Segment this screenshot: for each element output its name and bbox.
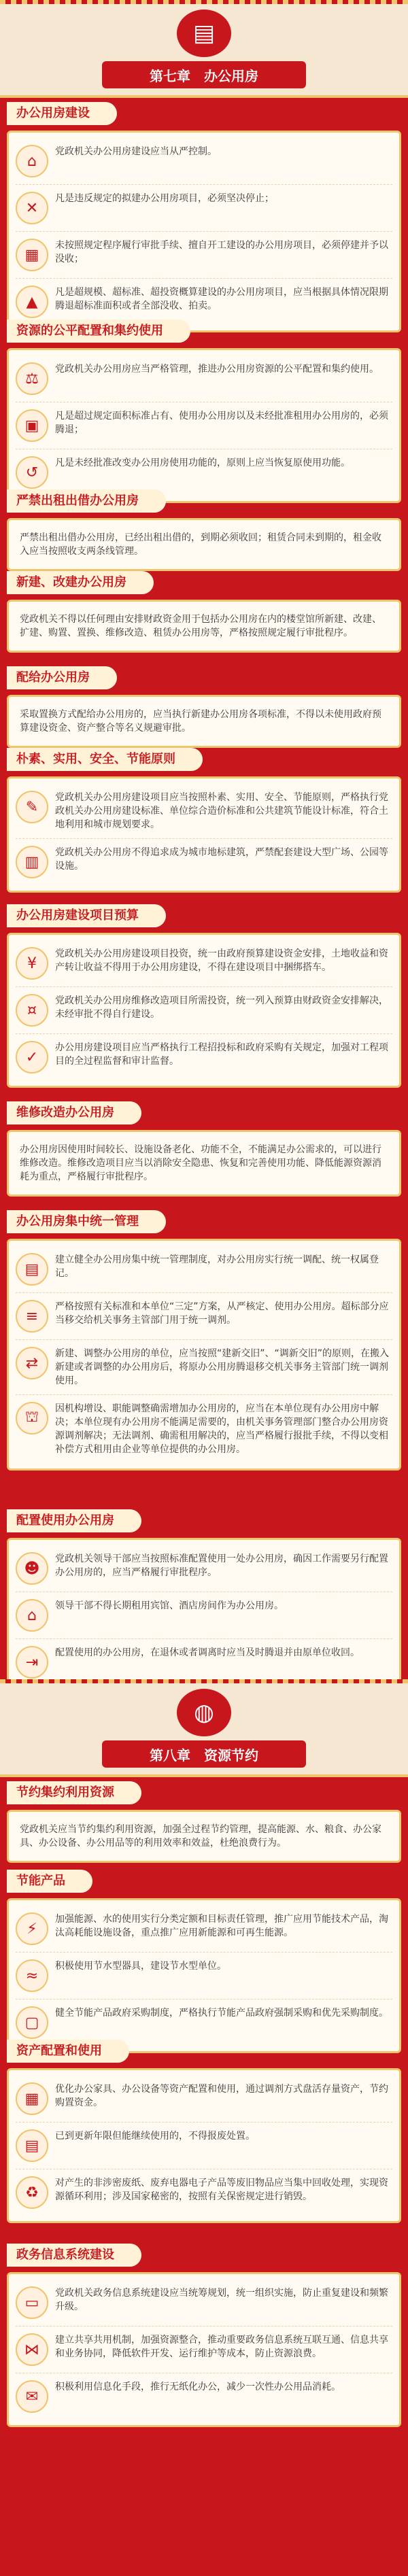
area-icon: ▣ (16, 409, 48, 442)
change-icon: ↺ (16, 456, 48, 489)
list-item (16, 1340, 392, 1395)
section-assets (7, 2040, 401, 2223)
item-text: 积极利用信息化手段，推行无纸化办公，减少一次性办公用品消耗。 (55, 2382, 341, 2392)
item-text: 党政机关领导干部应当按照标准配置使用一处办公用房，确因工作需要另行配置办公用房的，应当严格履行审批程序。 (55, 1553, 388, 1578)
chapter8-header (0, 1679, 408, 1777)
list-item (16, 1999, 392, 2046)
section-panel (7, 2068, 401, 2223)
fund-icon: ¤ (16, 994, 48, 1027)
exceed-icon: ▲ (16, 286, 48, 318)
section-panel (7, 933, 401, 1088)
item-text: 凡是未经批准改变办公用房使用功能的，原则上应当恢复原使用功能。 (55, 458, 350, 468)
city-icon: ▥ (16, 846, 48, 878)
list-item (16, 185, 392, 232)
water-icon: ≈ (16, 1959, 48, 1992)
budget-icon: ¥ (16, 947, 48, 980)
calendar-icon: ▤ (16, 2129, 48, 2162)
section-maintenance (7, 1101, 401, 1197)
section-title: 配给办公用房 (7, 666, 117, 689)
section-title: 办公用房建设 (7, 102, 117, 125)
section-panel (7, 695, 401, 748)
section-panel (7, 600, 401, 653)
item-text: 建立共享共用机制，加强资源整合，推动重要政务信息系统互联互通、信息共享和业务协同，降低软件开发、运行维护等成本，防止资源浪费。 (55, 2335, 388, 2359)
item-text: 凡是超规模、超标准、超投资概算建设的办公用房项目，应当根据具体情况限期腾退超标准面积或者全部没收、拍卖。 (55, 287, 388, 311)
retire-icon: ⇥ (16, 1646, 48, 1679)
section-new-build (7, 571, 401, 653)
section-budget (7, 904, 401, 1088)
item-text: 党政机关办公用房建设应当从严控制。 (55, 146, 217, 157)
item-text: 党政机关办公用房不得追求成为城市地标建筑，严禁配套建设大型广场、公园等设施。 (55, 847, 388, 872)
computer-icon: ▭ (16, 2286, 48, 2319)
section-title: 资产配置和使用 (7, 2040, 129, 2063)
section-title: 办公用房集中统一管理 (7, 1210, 166, 1233)
section-title: 办公用房建设项目预算 (7, 904, 166, 927)
item-text: 党政机关办公用房应当严格管理，推进办公用房资源的公平配置和集约使用。 (55, 364, 379, 375)
manage-icon: ▤ (16, 1253, 48, 1286)
list-item (16, 2123, 392, 2169)
chapter7-title: 第七章 办公用房 (102, 61, 306, 88)
list-item (16, 279, 392, 325)
footer-band (0, 2562, 408, 2576)
network-icon: ⋈ (16, 2333, 48, 2366)
item-text: 凡是超过规定面积标准占有、使用办公用房以及未经批准租用办公用房的，必须腾退； (55, 411, 388, 435)
energy-icon: ⚡ (16, 1912, 48, 1945)
section-title: 政务信息系统建设 (7, 2244, 141, 2267)
chapter8-title: 第八章 资源节约 (102, 1740, 306, 1768)
list-item (16, 1034, 392, 1080)
item-text: 党政机关办公用房建设项目投资，统一由政府预算建设资金安排，土地收益和资产转让收益不得用于办公用房建设，不得在建设项目中捆绑搭车。 (55, 948, 388, 973)
item-text: 配置使用的办公用房，在退休或者调离时应当及时腾退并由原单位收回。 (55, 1647, 360, 1658)
section-allocation (7, 320, 401, 503)
section-panel (7, 131, 401, 332)
list-item (16, 1395, 392, 1463)
chapter-decoration (0, 0, 408, 4)
item-text: 优化办公家具、办公设备等资产配置和使用，通过调剂方式盘活存量资产，节约购置资金。 (55, 2084, 388, 2108)
item-text: 严格按照有关标准和本单位“三定”方案，从严核定、使用办公用房。超标部分应当移交给机关事务主管部门用于统一调剂。 (55, 1301, 389, 1326)
item-text: 党政机关办公用房维修改造项目所需投资，统一列入预算由财政资金安排解决，未经审批不得自行建设。 (55, 995, 388, 1020)
item-text: 党政机关政务信息系统建设应当统筹规划，统一组织实施，防止重复建设和频繁升级。 (55, 2288, 388, 2312)
item-text: 党政机关办公用房建设项目应当按照朴素、实用、安全、节能原则，严格执行党政机关办公用房建设标准、单位综合造价标准和公共建筑节能设计标准，符合土地利用和城市规划要求。 (55, 792, 388, 830)
section-panel (7, 776, 401, 893)
item-text: 加强能源、水的使用实行分类定额和目标责任管理，推广应用节能技术产品，淘汰高耗能设施设备，重点推广应用新能源和可再生能源。 (55, 1914, 388, 1938)
item-text: 未按照规定程序履行审批手续、擅自开工建设的办公用房项目，必须停建并予以没收； (55, 240, 388, 264)
section-title: 维修改造办公用房 (7, 1101, 141, 1124)
list-item (16, 356, 392, 402)
item-text: 新建、调整办公用房的单位，应当按照“建新交旧”、“调新交旧”的原则，在搬入新建或者调整的办公用房后，将原办公用房腾退移交机关事务主管部门统一调剂使用。 (55, 1348, 390, 1386)
leader-icon: ☻ (16, 1552, 48, 1585)
list-item (16, 232, 392, 279)
list-item (16, 1293, 392, 1340)
item-text: 领导干部不得长期租用宾馆、酒店房间作为办公用房。 (55, 1600, 284, 1611)
item-text: 对产生的非涉密废纸、废弃电器电子产品等废旧物品应当集中回收处理，实现资源循环利用；涉及国家秘密的，按照有关保密规定进行销毁。 (55, 2178, 388, 2202)
paperless-icon: ✉ (16, 2380, 48, 2413)
item-text: 健全节能产品政府采购制度，严格执行节能产品政府强制采购和优先采购制度。 (55, 2008, 388, 2019)
section-note: 办公用房因使用时间较长、设施设备老化、功能不全，不能满足办公需求的，可以进行维修改造。维修改造项目应当以消除安全隐患、恢复和完善使用功能、降低能源资源消耗为重点，严格履行审批程序。 (20, 1144, 381, 1182)
section-panel (7, 2272, 401, 2427)
section-title: 新建、改建办公用房 (7, 571, 154, 594)
section-save (7, 1781, 401, 1863)
list-item (16, 2326, 392, 2373)
list-item (16, 2169, 392, 2216)
list-item (16, 1953, 392, 1999)
building-icon: ▤ (177, 10, 231, 57)
section-use (7, 1509, 401, 1693)
recycle-icon: ♻ (16, 2176, 48, 2209)
section-note: 严禁出租出借办公用房，已经出租出借的，到期必须收回；租赁合同未到期的，租金收入应当按照收支两条线管理。 (20, 532, 381, 557)
section-panel (7, 348, 401, 503)
hotel-icon: ⌂ (16, 1599, 48, 1632)
section-panel (7, 1239, 401, 1471)
list-item (16, 2373, 392, 2420)
section-energy (7, 1870, 401, 2053)
list-item (16, 138, 392, 185)
asset-icon: ▦ (16, 2082, 48, 2115)
item-text: 积极使用节水型器具，建设节水型单位。 (55, 1961, 226, 1972)
audit-icon: ✓ (16, 1041, 48, 1074)
section-title: 节能产品 (7, 1870, 92, 1893)
list-item (16, 1592, 392, 1639)
list-item (16, 940, 392, 987)
standard-icon: ≡ (16, 1300, 48, 1333)
item-text: 因机构增设、职能调整确需增加办公用房的，应当在本单位现有办公用房中解决；本单位现有办公用房不能满足需要的，由机关事务管理部门整合办公用房资源调剂解决；无法调剂、确需租用解决的，应当严格履行报批手续，不得以变相补偿方式租用由企业等单位提供的办公用房。 (55, 1403, 388, 1455)
list-item (16, 1246, 392, 1293)
build-icon: ⌂ (16, 145, 48, 177)
list-item (16, 784, 392, 839)
forbid-icon: ✕ (16, 192, 48, 224)
section-principles (7, 748, 401, 893)
adjust-icon: ⇄ (16, 1347, 48, 1379)
section-panel (7, 1538, 401, 1693)
product-icon: ▢ (16, 2006, 48, 2039)
plan-icon: ▦ (16, 239, 48, 271)
section-note: 党政机关不得以任何理由安排财政资金用于包括办公用房在内的楼堂馆所新建、改建、扩建、购置、置换、维修改造、租赁办公用房等，严格按照规定履行审批程序。 (20, 614, 381, 638)
section-panel (7, 1130, 401, 1197)
section-note: 采取置换方式配给办公用房的，应当执行新建办公用房各项标准，不得以未使用政府预算建设资金、资产整合等名义规避审批。 (20, 709, 381, 734)
section-title: 严禁出租出借办公用房 (7, 490, 166, 513)
list-item (16, 1639, 392, 1685)
section-title: 配置使用办公用房 (7, 1509, 141, 1532)
section-note: 党政机关应当节约集约利用资源，加强全过程节约管理，提高能源、水、粮食、办公家具、办公设备、办公用品等的利用效率和效益，杜绝浪费行为。 (20, 1824, 381, 1849)
list-item (16, 839, 392, 885)
list-item (16, 987, 392, 1034)
list-item (16, 449, 392, 496)
section-unified (7, 1210, 401, 1471)
section-building (7, 102, 401, 332)
list-item (16, 1906, 392, 1953)
item-text: 凡是违反规定的拟建办公用房项目，必须坚决停止； (55, 193, 274, 204)
section-panel (7, 1810, 401, 1863)
public-icon: ⛫ (16, 1402, 48, 1435)
globe-icon: ◍ (177, 1689, 231, 1736)
item-text: 办公用房建设项目应当严格执行工程招投标和政府采购有关规定，加强对工程项目的全过程监督和审计监督。 (55, 1042, 388, 1067)
item-text: 建立健全办公用房集中统一管理制度，对办公用房实行统一调配、统一权属登记。 (55, 1254, 379, 1279)
balance-icon: ⚖ (16, 362, 48, 395)
chapter-decoration (0, 1679, 408, 1683)
section-title: 朴素、实用、安全、节能原则 (7, 748, 203, 771)
section-panel (7, 1898, 401, 2053)
section-allocate (7, 666, 401, 748)
list-item (16, 2076, 392, 2123)
design-icon: ✎ (16, 791, 48, 823)
list-item (16, 1545, 392, 1592)
section-title: 资源的公平配置和集约使用 (7, 320, 190, 343)
chapter7-header (0, 0, 408, 98)
section-panel (7, 518, 401, 571)
section-title: 节约集约利用资源 (7, 1781, 141, 1804)
list-item (16, 2280, 392, 2326)
list-item (16, 402, 392, 449)
item-text: 已到更新年限但能继续使用的，不得报废处置。 (55, 2131, 255, 2142)
section-it (7, 2244, 401, 2427)
section-no-rent (7, 490, 401, 571)
